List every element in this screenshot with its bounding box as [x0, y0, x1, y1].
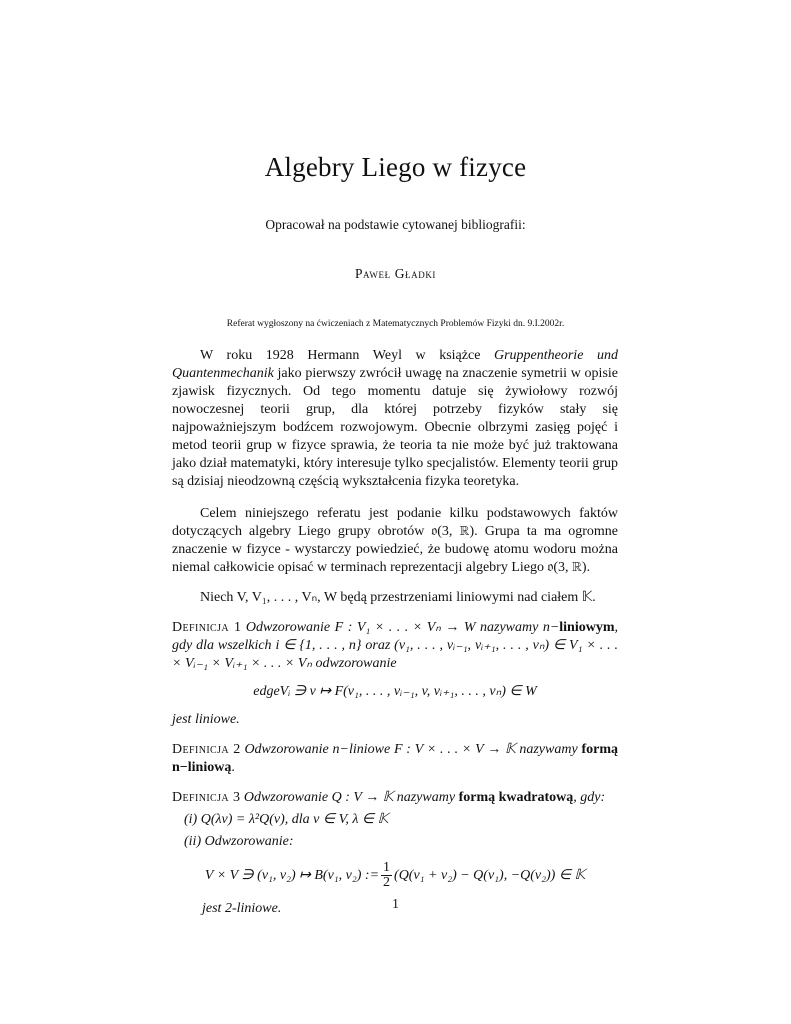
presentation-note: Referat wygłoszony na ćwiczeniach z Matematycznych Problemów Fizyki dn. 9.I.2002r. — [226, 319, 565, 329]
definition-3-text-a: Odwzorowanie Q : V → 𝕂 nazywamy — [243, 790, 459, 805]
definition-1-term: liniowym — [559, 620, 615, 635]
definition-2-text-a: Odwzorowanie n−liniowe F : V × . . . × V → 𝕂 nazywamy — [244, 742, 582, 757]
definition-2-label: Definicja 2 — [172, 742, 241, 757]
definition-1 — [172, 619, 618, 673]
fraction-denominator: 2 — [383, 875, 391, 890]
intro-text-b: jako pierwszy zwrócił uwagę na znaczenie symetrii w opisie zjawisk fizycznych. Od tego momentu datuje się żywiołowy rozwój nowoczesnej teorii grup, dla której potrzeby fizyków stały się najpoważniejszym bodźcem rozwojowym. Obecnie olbrzymi zasięg pojęć i metod teorii grup w fizyce sprawia, że teoria ta nie może być już traktowana jako dział matematyki, który interesuje tylko specjalistów. Elementy teorii grup są dzisiaj nieodzowną częścią wykształcenia fizyka teoretyka. — [172, 366, 618, 489]
paragraph-goal: Celem niniejszego referatu jest podanie kilku podstawowych faktów dotyczących algebry Liego grupy obrotów 𝔬(3, ℝ). Grupa ta ma ogromne znaczenie w fizyce - wystarczy powiedzieć, że budowę atomu wodoru można niemal całkowicie opisać w terminach reprezentacji algebry Liego 𝔬(3, ℝ). — [172, 506, 618, 575]
subtitle: Opracował na podstawie cytowanej bibliografii: — [265, 217, 526, 232]
paragraph-intro — [172, 347, 618, 491]
page-title: Algebry Liego w fizyce — [264, 152, 527, 182]
definition-2-term: formą n−liniową — [172, 742, 619, 775]
definition-3-text-b: , gdy: — [573, 790, 606, 805]
definition-3-formula — [172, 861, 618, 890]
definition-3 — [172, 789, 618, 807]
paragraph-spaces: Niech V, V₁, . . . , Vₙ, W będą przestrzeniami liniowymi nad ciałem 𝕂. — [200, 590, 596, 605]
formula-right: (Q(v₁ + v₂) − Q(v₁), −Q(v₂)) ∈ 𝕂 — [394, 867, 586, 883]
book-title: Gruppentheorie und Quantenmechanik — [172, 348, 618, 381]
intro-text-a: W roku 1928 Hermann Weyl w książce — [200, 348, 494, 363]
definition-3-conclusion: jest 2-liniowe. — [202, 901, 282, 916]
definition-2-text-b: . — [231, 760, 235, 775]
fraction-numerator: 1 — [383, 860, 391, 875]
definition-1-label: Definicja 1 — [172, 620, 242, 635]
definition-1-conclusion: jest liniowe. — [172, 712, 240, 727]
page-number: 1 — [392, 896, 399, 911]
definition-1-text-a: Odwzorowanie F : V₁ × . . . × Vₙ → W nazywamy n− — [245, 620, 560, 635]
author-name: Paweł Gładki — [354, 266, 437, 281]
definition-2 — [172, 741, 618, 777]
definition-3-label: Definicja 3 — [172, 790, 241, 805]
formula-left: V × V ∋ (v₁, v₂) ↦ B(v₁, v₂) := — [204, 867, 380, 883]
fraction-one-half — [381, 861, 392, 890]
definition-1-text-b: , gdy dla wszelkich i ∈ {1, . . . , n} oraz (v₁, . . . , vᵢ₋₁, vᵢ₊₁, . . . , vₙ) ∈ V₁ × . . . × Vᵢ₋₁ × Vᵢ₊₁ × . . . × Vₙ odwzorowanie — [172, 620, 619, 671]
definition-3-term: formą kwadratową — [458, 790, 574, 805]
definition-3-item-ii: (ii) Odwzorowanie: — [184, 834, 294, 849]
body-text — [172, 347, 618, 918]
definition-1-formula: edgeVᵢ ∋ v ↦ F(v₁, . . . , vᵢ₋₁, v, vᵢ₊₁, . . . , vₙ) ∈ W — [253, 684, 537, 699]
definition-3-item-i: (i) Q(λv) = λ²Q(v), dla v ∈ V, λ ∈ 𝕂 — [184, 812, 389, 827]
